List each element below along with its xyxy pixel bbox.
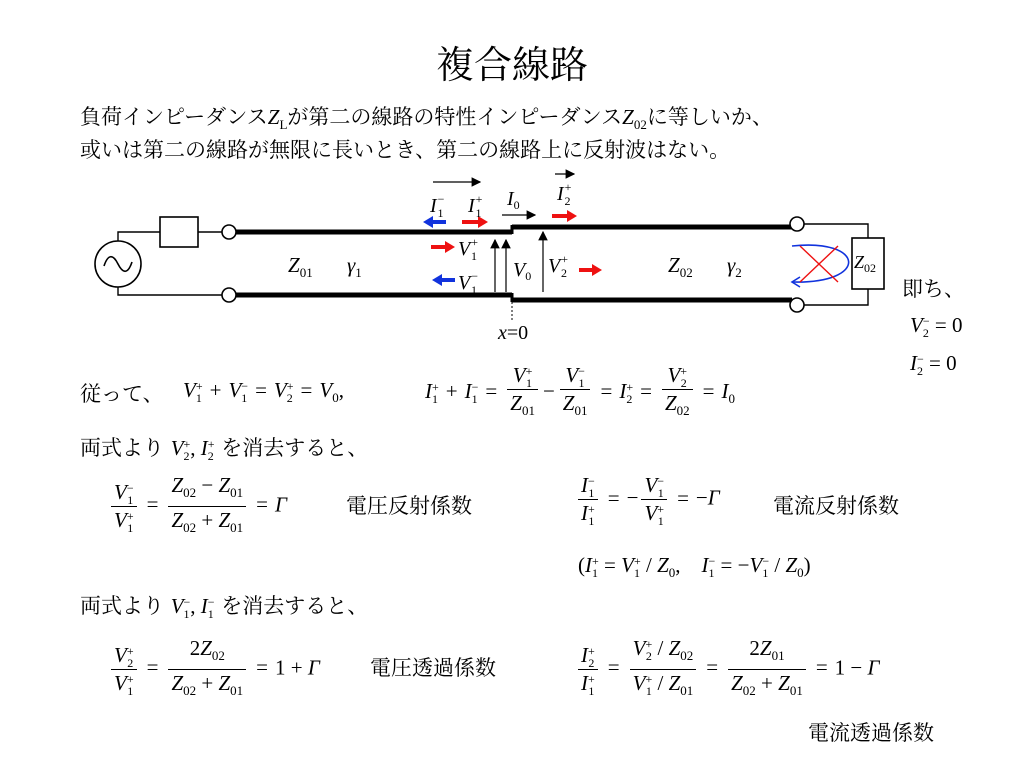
intro-text-a: 負荷インピーダンス [80,105,268,129]
label-i1-minus: I− 1 [430,192,445,220]
terminal-right-top [790,217,804,231]
intro-text-c: に等しいか、 [646,105,773,129]
terminal-left-top [222,225,236,239]
eliminate-line-1: 両式より V + 2 , I + 2 を消去すると、 [80,436,369,464]
current-transmission-label: 電流透過係数 [808,721,934,745]
label-v1-plus: V+ 1 [458,235,478,263]
current-transmission-equation: I + 2 I + 1 = V + 2 / $Z_{02}$ V + 1 / $Z_{01}$ = $\frac{2Z_{01}}{Z_{02} + Z_{01}}$ = 1 − Γ [575,635,879,704]
arrow-i2-plus [552,210,577,222]
voltage-transmission-label: 電圧透過係数 [370,656,496,680]
label-gamma2: $\gamma_2$ [727,253,742,280]
intro-text-b: が第二の線路の特性インピーダンス [287,105,623,129]
label-v1-minus: V− 1 [458,269,478,297]
z02-symbol: $Z_{02}$ [622,105,647,132]
sunawachi-text: 即ち、 [902,277,965,301]
source-impedance-box [160,217,198,247]
condition-v2-minus: V − 2 = 0 [910,313,963,341]
label-z01: $Z_{01}$ [288,253,313,280]
label-i0: $I_0$ [507,188,520,212]
label-x-zero: x=0 [498,322,529,344]
voltage-reflection-label: 電圧反射係数 [346,494,472,518]
label-v2-plus: V+ 2 [548,252,568,280]
terminal-right-bottom [790,298,804,312]
voltage-transmission-equation: V + 2 V + 1 = $\frac{2Z_{02}}{Z_{02} + Z_{01}}$ = 1 + Γ [108,635,320,704]
intro-line-2: 或いは第二の線路が無限に長いとき、第二の線路上に反射波はない。 [80,138,731,162]
label-load: $Z_{02}$ [854,252,877,275]
label-gamma1: $\gamma_1$ [347,253,362,280]
label-i2-plus: I+ 2 [557,180,572,208]
current-reflection-equation: I − 1 I + 1 = − V − 1 V + 1 = −Γ [575,472,720,527]
slide-title: 複合線路 [435,43,588,87]
label-i1-plus: I+ 1 [468,192,483,220]
terminal-left-bottom [222,288,236,302]
arrow-v1-plus [431,241,455,253]
condition-i2-minus: I − 2 = 0 [910,351,957,379]
voltage-continuity-equation: V + 1 + V − 1 = V + 2 = $V_0$, [183,378,344,406]
voltage-source [95,241,141,287]
current-reflection-label: 電流反射係数 [773,494,899,518]
zl-symbol: $Z_L$ [267,105,288,132]
circuit-diagram [0,0,1024,360]
arrow-v1-minus [432,274,455,286]
current-voltage-relation: (I + 1 = V + 1 / $Z_0$, I − 1 = −V − 1 / $Z_0$) [578,553,811,581]
label-v0: $V_0$ [513,259,532,283]
arrow-v2-plus [579,264,602,276]
eliminate-line-2: 両式より V − 1 , I − 1 を消去すると、 [80,594,369,622]
label-z02: $Z_{02}$ [668,253,693,280]
therefore-text: 従って、 [80,382,164,406]
current-continuity-equation: I + 1 + I − 1 = V + 1 $Z_{01}$ − V − 1 $Z_{01}$ = I + 2 = V + 2 $Z_{02}$ = $I_0$ [425,362,735,424]
voltage-reflection-equation: V − 1 V + 1 = $\frac{Z_{02} - Z_{01}}{Z_{02} + Z_{01}}$ = Γ [108,472,287,541]
